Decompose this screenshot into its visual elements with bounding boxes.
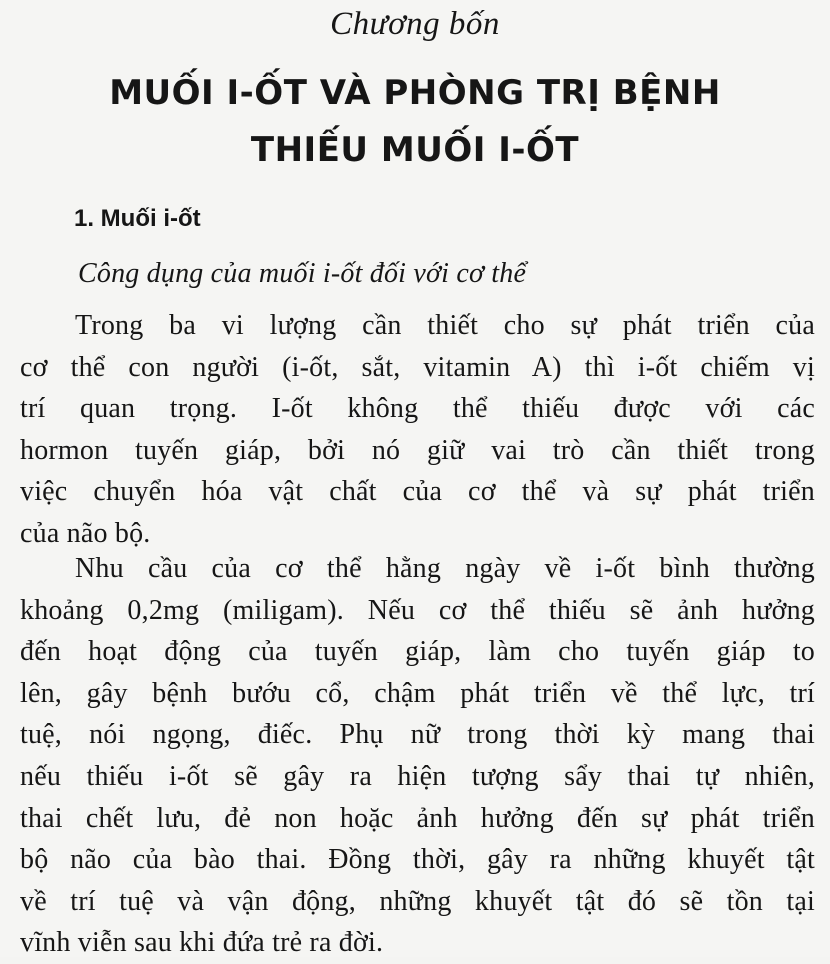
paragraph-line: nếu thiếu i-ốt sẽ gây ra hiện tượng sẩy thai tự nhiên, <box>20 760 815 792</box>
paragraph-line: vĩnh viễn sau khi đứa trẻ ra đời. <box>20 927 384 959</box>
section-heading: 1. Muối i-ốt <box>74 205 201 232</box>
paragraph-line: về trí tuệ và vận động, những khuyết tật đó sẽ tồn tại <box>20 885 815 917</box>
paragraph-line: Trong ba vi lượng cần thiết cho sự phát triển của <box>75 310 815 341</box>
paragraph-line: thai chết lưu, đẻ non hoặc ảnh hưởng đến sự phát triển <box>20 802 815 834</box>
body-paragraph-1 <box>20 305 815 555</box>
paragraph-line: tuệ, nói ngọng, điếc. Phụ nữ trong thời kỳ mang thai <box>20 719 815 751</box>
chapter-heading: Chương bốn <box>330 6 500 42</box>
paragraph-line: trí quan trọng. I-ốt không thể thiếu được với các <box>20 393 815 425</box>
chapter-title-line-2: THIẾU MUỐI I-ỐT <box>250 130 580 170</box>
body-paragraph-2 <box>20 548 815 964</box>
subsection-heading: Công dụng của muối i-ốt đối với cơ thể <box>78 258 527 289</box>
paragraph-line: cơ thể con người (i-ốt, sắt, vitamin A) thì i-ốt chiếm vị <box>20 351 815 383</box>
paragraph-line: bộ não của bào thai. Đồng thời, gây ra những khuyết tật <box>20 844 815 876</box>
paragraph-line: lên, gây bệnh bướu cổ, chậm phát triển về thể lực, trí <box>20 677 815 709</box>
paragraph-line: việc chuyển hóa vật chất của cơ thể và sự phát triển <box>20 476 815 508</box>
paragraph-line: khoảng 0,2mg (miligam). Nếu cơ thể thiếu sẽ ảnh hưởng <box>20 594 815 626</box>
paragraph-line: đến hoạt động của tuyến giáp, làm cho tuyến giáp to <box>20 636 815 668</box>
paragraph-line: Nhu cầu của cơ thể hằng ngày về i-ốt bình thường <box>75 553 815 584</box>
paragraph-line: hormon tuyến giáp, bởi nó giữ vai trò cần thiết trong <box>20 434 815 466</box>
paragraph-line: của não bộ. <box>20 517 151 549</box>
chapter-title-line-1: MUỐI I-ỐT VÀ PHÒNG TRỊ BỆNH <box>109 73 721 113</box>
